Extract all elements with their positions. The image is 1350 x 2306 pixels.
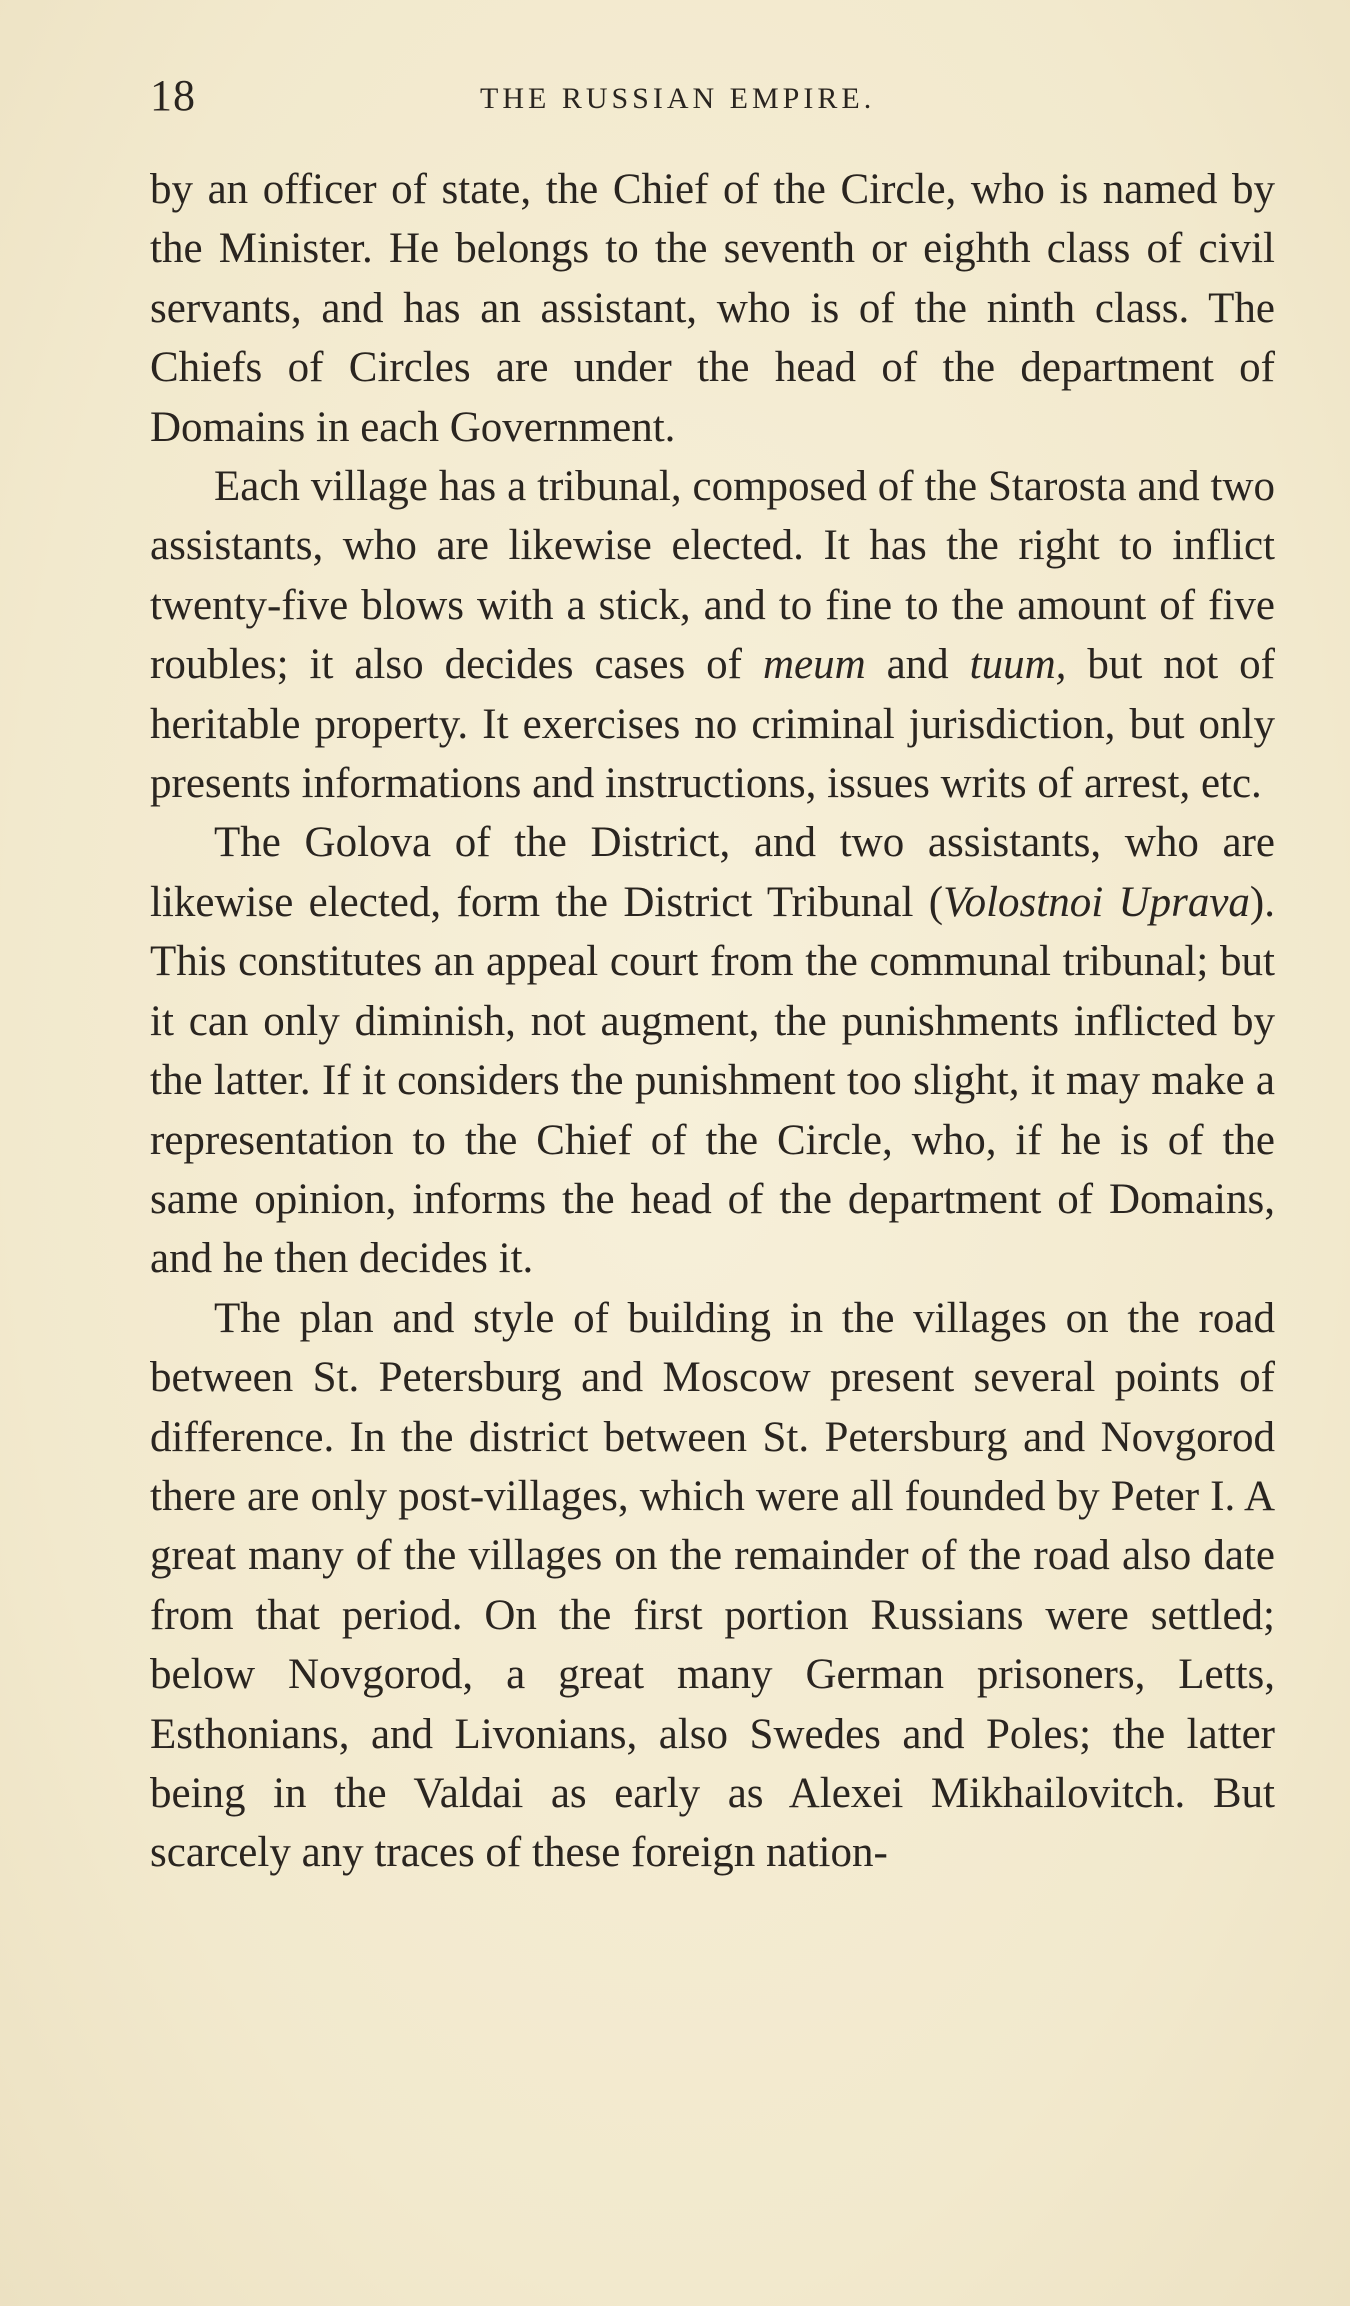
- running-head: [150, 70, 1275, 130]
- running-title: THE RUSSIAN EMPIRE.: [480, 82, 876, 115]
- body-text: [150, 160, 1275, 1883]
- text-run: and: [865, 641, 970, 689]
- text-run: ). This constitutes an appeal court from the communal tribunal; but it can only diminish, not augment, the punishments inflicted by the latter. If it considers the punishment too slight, it may make a representation to the Chief of the Circle, who, if he is of the same opinion, informs the head of the department of Domains, and he then decides it.: [150, 878, 1275, 1283]
- text-run: but not of heritable property. It exercises no criminal jurisdiction, but only presents informations and instructions, issues writs of arrest, etc.: [150, 641, 1275, 808]
- italic-term: Volostnoi Uprava: [943, 878, 1250, 926]
- text-run: Each village has a tribunal, composed of the Starosta and two assistants, who are likewise elected. It has the right to inflict twenty-five blows with a stick, and to fine to the amount of five roubles; it also decides cases of: [150, 463, 1275, 689]
- italic-term: meum: [762, 641, 866, 689]
- paragraph-continued: by an officer of state, the Chief of the Circle, who is named by the Minister. He belongs to the seventh or eighth class of civil servants, and has an assistant, who is of the ninth class. The Chiefs of Circles are under the head of the department of Domains in each Government.: [150, 166, 1275, 451]
- page-number: 18: [150, 71, 196, 120]
- paragraph-district-tribunal: [150, 813, 1275, 1288]
- paragraph-village-building: The plan and style of building in the villages on the road between St. Petersburg and Moscow present several points of difference. In the district between St. Petersburg and Novgorod there are only post-villages, which were all founded by Peter I. A great many of the villages on the remainder of the road also date from that period. On the first portion Russians were settled; below Novgorod, a great many German prisoners, Letts, Esthonians, and Livonians, also Swedes and Poles; the latter being in the Valdai as early as Alexei Mikhailovitch. But scarcely any traces of these foreign nation-: [150, 1294, 1275, 1877]
- paragraph-village-tribunal: [150, 457, 1275, 813]
- italic-term: tuum,: [969, 641, 1067, 689]
- text-run: The Golova of the District, and two assistants, who are likewise elected, form the District Tribunal (: [150, 819, 1275, 926]
